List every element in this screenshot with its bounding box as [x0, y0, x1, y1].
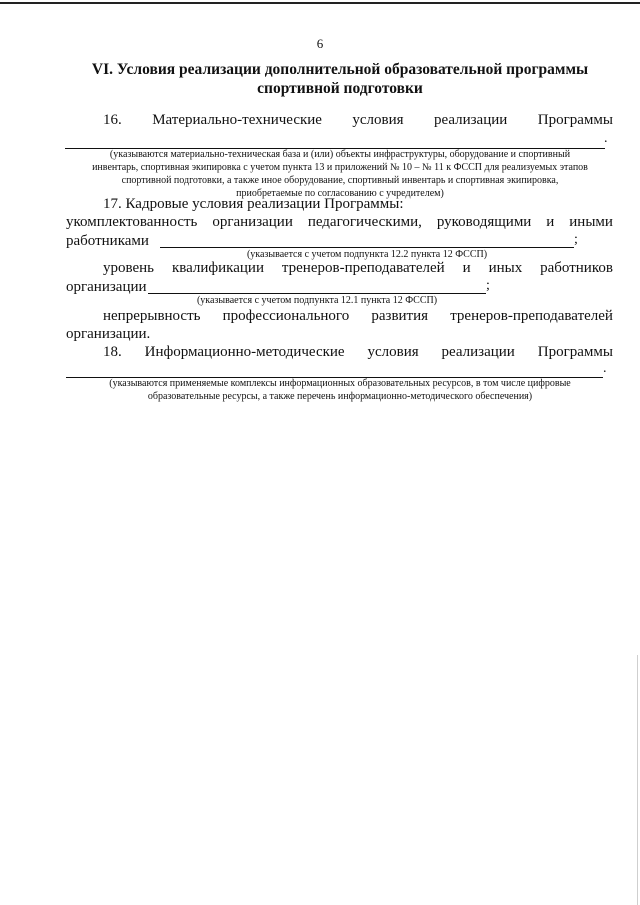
qualification-word: работников: [540, 260, 613, 276]
staffing-end-mark: ;: [574, 232, 578, 247]
item-18-word: Программы: [537, 344, 613, 360]
item-16-note-line: спортивной подготовки, а также иное оборудование, спортивный инвентарь и спортивная экипировка,: [121, 175, 559, 186]
item-18-word: Информационно-методические: [144, 344, 345, 360]
item-18-line: [103, 344, 613, 361]
item-16-word: условия: [352, 112, 404, 128]
item-18-word: условия: [367, 344, 419, 360]
item-18-note-line: (указываются применяемые комплексы информационных образовательных ресурсов, в том числе цифровые: [109, 378, 571, 389]
item-18-word: реализации: [441, 344, 515, 360]
item-16-note-line: приобретаемые по согласованию с учредителем): [236, 188, 444, 199]
item-16-word: Материально-технические: [152, 112, 322, 128]
continuity-word: тренеров-преподавателей: [450, 308, 613, 324]
staffing-word: иными: [569, 214, 613, 230]
continuity-continuation: организации.: [66, 326, 151, 342]
item-16-note: [60, 148, 620, 200]
item-18-note-line: образовательные ресурсы, а также перечень информационно-методического обеспечения): [147, 391, 533, 402]
qualification-end-mark: ;: [486, 278, 490, 293]
item-16-end-mark: .: [604, 131, 608, 146]
item-16-number: 16.: [103, 112, 122, 128]
section-title-line-1: VI. Условия реализации дополнительной образовательной программы: [91, 61, 589, 78]
qualification-word: иных: [488, 260, 523, 276]
qualification-word: и: [462, 260, 471, 276]
staffing-note: (указывается с учетом подпункта 12.2 пункта 12 ФССП): [246, 249, 488, 260]
item-17-staffing-line: [66, 214, 613, 231]
item-16-note-line: инвентарь, спортивная экипировка с учетом пункта 13 и приложений № 10 – № 11 к ФССП для реализуемых этапов: [92, 162, 588, 173]
page-number: 6: [316, 36, 324, 51]
qualification-note: (указывается с учетом подпункта 12.1 пункта 12 ФССП): [196, 295, 438, 306]
continuity-word: развития: [371, 308, 429, 324]
scan-edge-top: [0, 2, 640, 4]
section-heading: [60, 60, 620, 98]
item-17-continuity-line: [103, 308, 613, 325]
item-16-word: реализации: [433, 112, 508, 128]
staffing-word: и: [546, 214, 555, 230]
item-18-end-mark: .: [603, 361, 607, 376]
item-18-note: [60, 377, 620, 403]
item-16-note-line: (указываются материально-техническая база и (или) объекты инфраструктуры, оборудование и спортивный: [109, 149, 571, 160]
qualification-word: квалификации: [171, 260, 264, 276]
staffing-word: укомплектованность: [66, 214, 198, 230]
continuity-word: непрерывность: [103, 308, 201, 324]
staffing-continuation: работниками: [66, 233, 149, 249]
qualification-word: тренеров-преподавателей: [281, 260, 445, 276]
qualification-word: уровень: [103, 260, 155, 276]
continuity-word: профессионального: [222, 308, 350, 324]
item-16-word: Программы: [537, 112, 613, 128]
item-18-number: 18.: [103, 344, 122, 360]
staffing-word: педагогическими,: [307, 214, 422, 230]
section-title-line-2: спортивной подготовки: [257, 80, 423, 97]
item-16-line: [103, 112, 613, 129]
item-17-qualification-line: [103, 260, 613, 277]
item-17-title: 17. Кадровые условия реализации Программы:: [103, 196, 404, 212]
staffing-word: руководящими: [436, 214, 532, 230]
qualification-continuation: организации: [66, 279, 147, 295]
scan-edge-right: [637, 655, 638, 905]
staffing-word: организации: [212, 214, 293, 230]
